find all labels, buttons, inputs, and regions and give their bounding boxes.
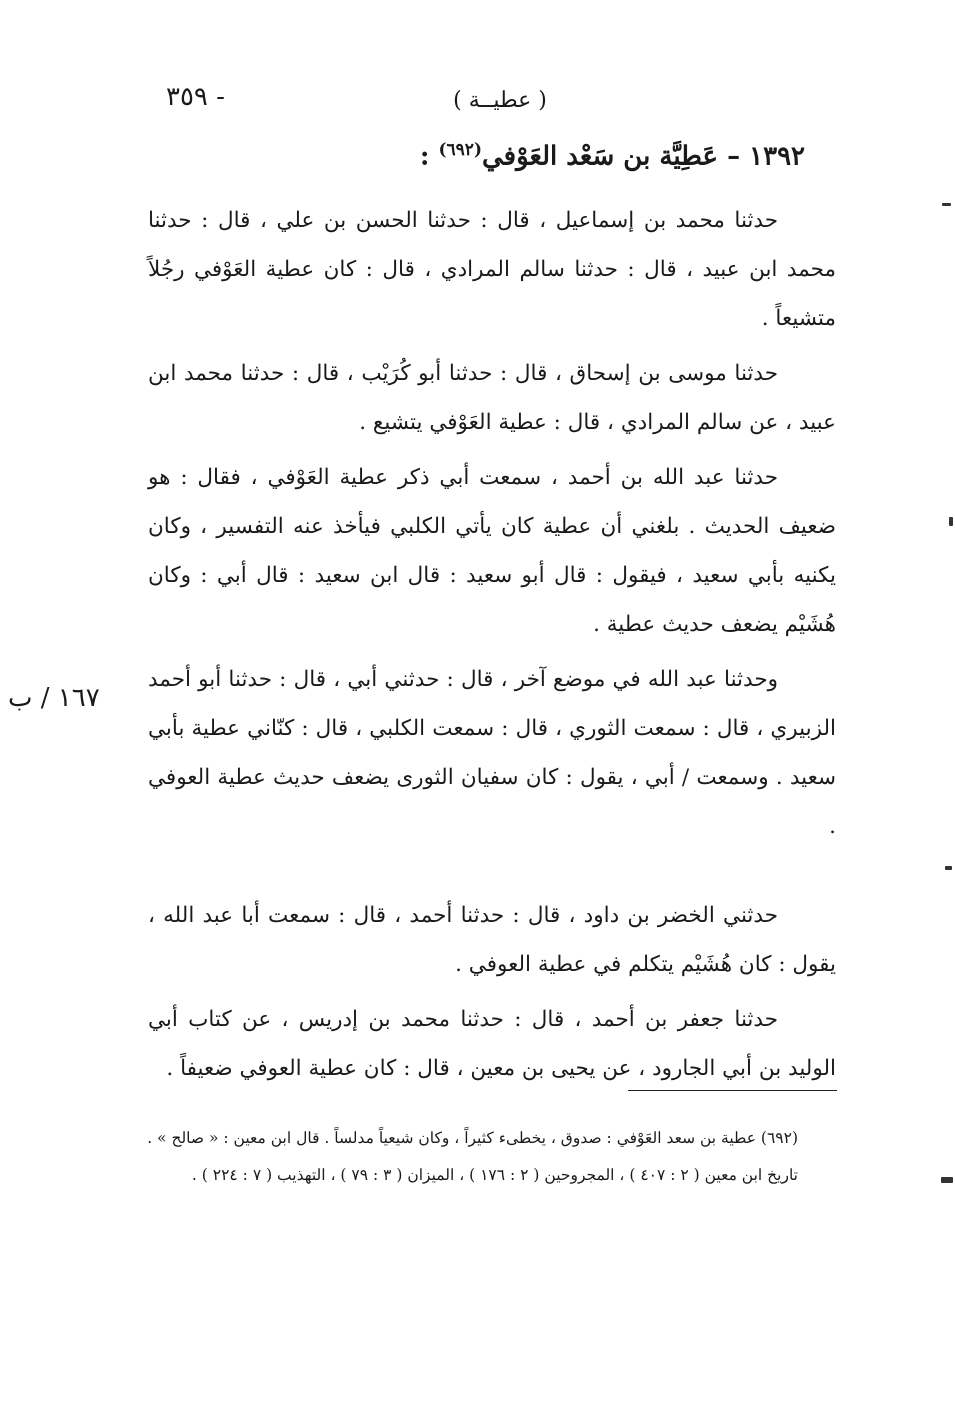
scan-edge-mark — [945, 866, 952, 870]
paragraph: حدثنا موسى بن إسحاق ، قال : حدثنا أبو كُرَيْب ، قال : حدثنا محمد ابن عبيد ، عن سالم المرادي ، قال : عطية العَوْفي يتشيع . — [148, 361, 836, 435]
manuscript-folio-note: ١٦٧ / ب — [8, 683, 100, 713]
footnotes — [140, 1125, 836, 1199]
entry-number: ١٣٩٢ — [749, 141, 805, 172]
entry-title — [420, 140, 805, 172]
scan-edge-mark — [949, 517, 953, 526]
paragraph: حدثني الخضر بن داود ، قال : حدثنا أحمد ، قال : سمعت أبا عبد الله ، يقول : كان هُشَيْم يتكلم في عطية العوفي . — [148, 903, 836, 977]
paragraph: وحدثنا عبد الله في موضع آخر ، قال : حدثني أبي ، قال : حدثنا أبو أحمد الزبيري ، قال : سمعت الثوري ، قال : سمعت الكلبي ، قال : كنّاني عطية بأبي سعيد . وسمعت / أبي ، يقول : كان سفيان الثورى يضعف حديث عطية العوفي . — [148, 667, 836, 839]
entry-colon: : — [419, 141, 430, 172]
body-text — [148, 196, 836, 1099]
scan-edge-mark — [942, 203, 951, 206]
footnote-references: تاريخ ابن معين ( ٢ : ٤٠٧ ) ، المجروحين ( ٢ : ١٧٦ ) ، الميزان ( ٣ : ٧٩ ) ، التهذيب ( ٧ : ٢٢٤ ) . — [191, 1166, 798, 1184]
footnote-separator — [628, 1090, 837, 1091]
paragraph: حدثنا محمد بن إسماعيل ، قال : حدثنا الحسن بن علي ، قال : حدثنا محمد ابن عبيد ، قال : حدثنا سالم المرادي ، قال : كان عطية العَوْفي رجُلاً متشيعاً . — [148, 208, 836, 331]
paragraph: حدثنا عبد الله بن أحمد ، سمعت أبي ذكر عطية العَوْفي ، فقال : هو ضعيف الحديث . بلغني أن عطية كان يأتي الكلبي فيأخذ عنه التفسير ، وكان يكنيه بأبي سعيد ، فيقول : قال أبو سعيد : قال ابن سعيد : قال أبي : وكان هُشَيْم يضعف حديث عطية . — [148, 465, 836, 637]
scan-edge-mark — [941, 1177, 953, 1183]
entry-name: عَطِيَّة بن سَعْد العَوْفي — [482, 141, 719, 172]
paragraph: حدثنا جعفر بن أحمد ، قال : حدثنا محمد بن إدريس ، عن كتاب أبي الوليد بن أبي الجارود ، عن يحيى بن معين ، قال : كان عطية العوفي ضعيفاً . — [148, 1007, 836, 1081]
running-head: ( عطيــة ) — [453, 88, 547, 113]
footnote: (٦٩٢) عطية بن سعد العَوْفي : صدوق ، يخطىء كثيراً ، وكان شيعياً مدلساً . قال ابن معين : « صالح » . — [147, 1129, 798, 1147]
entry-dash: – — [727, 141, 741, 172]
page-number: - ٣٥٩ — [166, 82, 225, 112]
footnote-reference: (٦٩٢) — [438, 140, 482, 160]
